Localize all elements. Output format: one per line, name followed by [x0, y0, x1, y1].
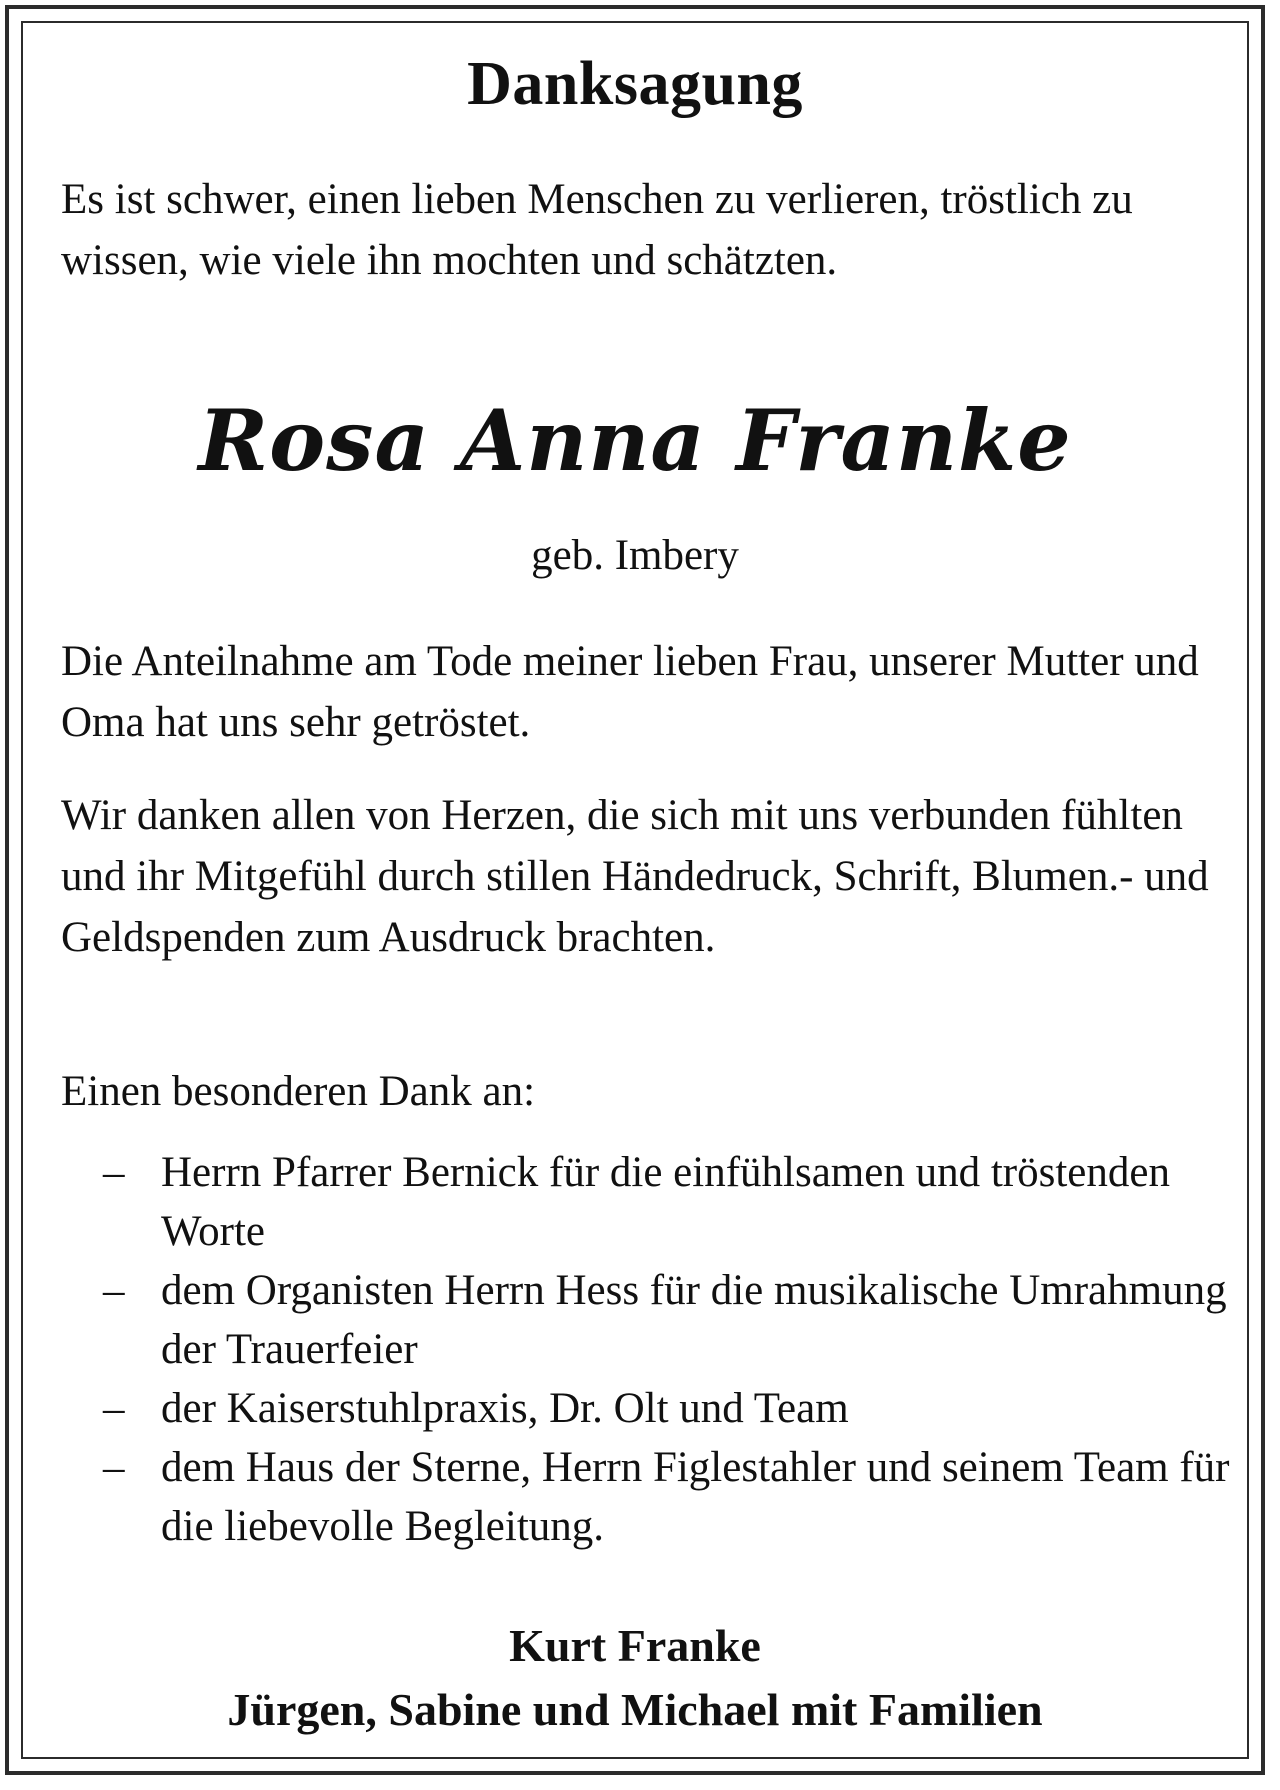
dash-bullet: –	[103, 1444, 125, 1491]
list-item	[61, 1379, 1231, 1438]
notice-frame	[5, 5, 1265, 1775]
dash-bullet: –	[103, 1385, 125, 1432]
paragraph-thanks: Wir danken allen von Herzen, die sich mit uns verbunden fühlten und ihr Mitgefühl durch stillen Händedruck, Schrift, Blumen.- und Geldspenden zum Ausdruck brachten.	[61, 792, 1209, 961]
signature-family: Jürgen, Sabine und Michael mit Familien	[227, 1684, 1043, 1735]
deceased-name: Rosa Anna Franke	[198, 391, 1072, 490]
signature-primary: Kurt Franke	[509, 1620, 761, 1671]
list-item-text: Herrn Pfarrer Bernick für die einfühlsamen und tröstenden Worte	[161, 1149, 1170, 1255]
notice-title: Danksagung	[467, 50, 803, 118]
list-item	[61, 1261, 1231, 1379]
thanks-list	[61, 1143, 1231, 1556]
list-item-text: dem Organisten Herrn Hess für die musikalische Umrahmung der Trauerfeier	[161, 1267, 1227, 1373]
birth-name: geb. Imbery	[531, 532, 739, 579]
paragraph-condolences: Die Anteilnahme am Tode meiner lieben Frau, unserer Mutter und Oma hat uns sehr getröstet.	[61, 638, 1199, 746]
dash-bullet: –	[103, 1149, 125, 1196]
list-item	[61, 1438, 1231, 1556]
list-item-text: der Kaiserstuhlpraxis, Dr. Olt und Team	[161, 1385, 849, 1432]
intro-text: Es ist schwer, einen lieben Menschen zu verlieren, tröstlich zu wissen, wie viele ihn mochten und schätzten.	[61, 176, 1133, 284]
list-item	[61, 1143, 1231, 1261]
dash-bullet: –	[103, 1267, 125, 1314]
list-item-text: dem Haus der Sterne, Herrn Figlestahler und seinem Team für die liebevolle Begleitung.	[161, 1444, 1230, 1550]
paragraph-special-thanks: Einen besonderen Dank an:	[61, 1068, 536, 1115]
